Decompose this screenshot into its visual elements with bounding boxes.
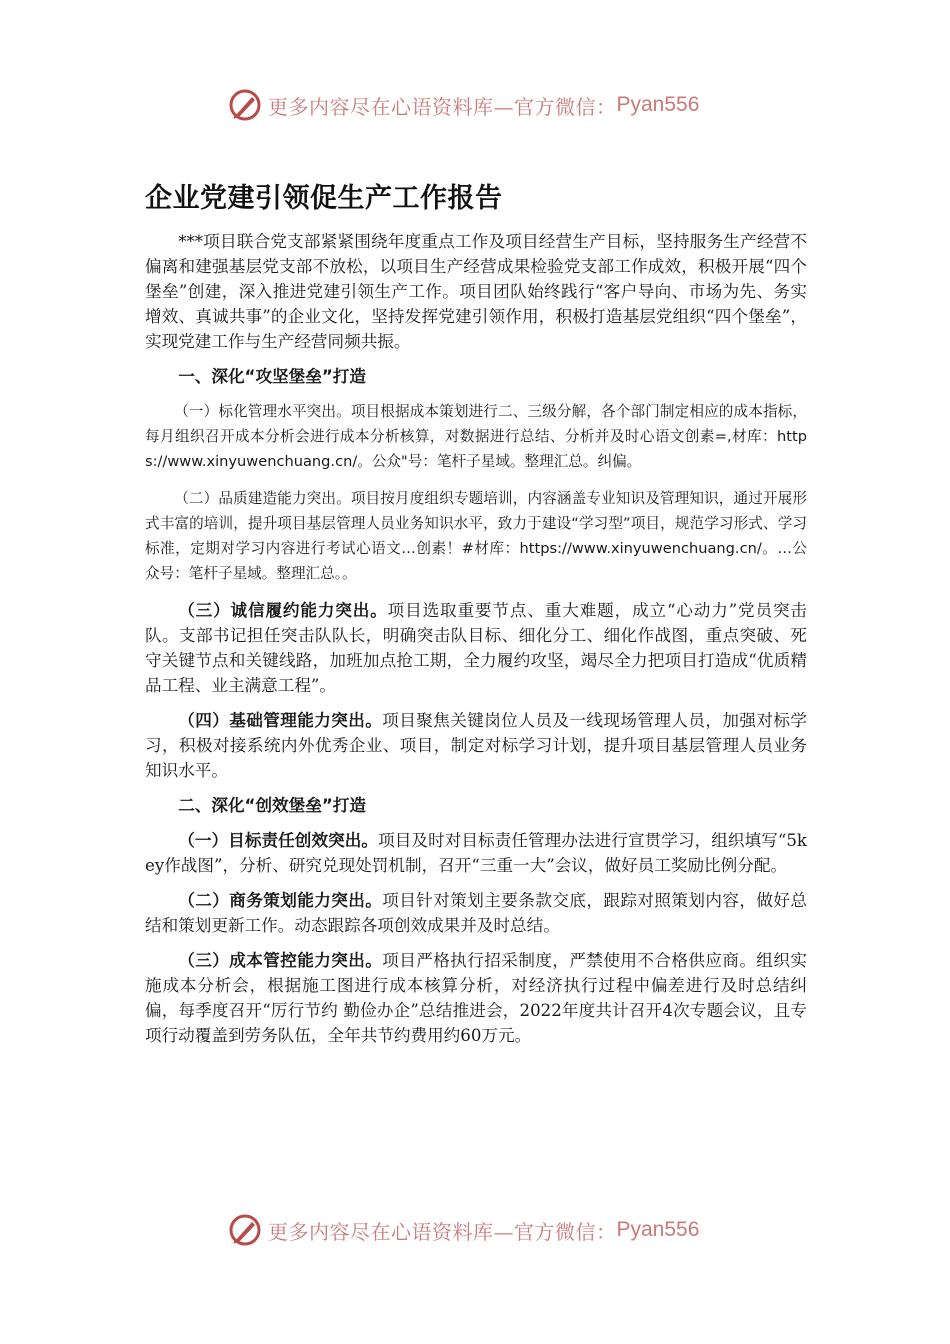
paragraph-lead: （四）基础管理能力突出。 [178, 711, 383, 730]
banner-wechat-id: Pyan556 [616, 1218, 700, 1241]
paragraph-body: 项目及时对目标责任管理办法进行宣贯学习，组织填写“5key作战图”，分析、研究兑现处罚机制，召开“三重一大”会议，做好员工奖励比例分配。 [145, 831, 807, 875]
document-title: 企业党建引领促生产工作报告 [145, 183, 503, 214]
section1-paragraph-2: （二）品质建造能力突出。项目按月度组织专题培训，内容涵盖专业知识及管理知识，通过开展形式丰富的培训，提升项目基层管理人员业务知识水平，致力于建设“学习型”项目，规范学习形式、学习标准，定期对学习内容进行考试心语文…创素！#材库：https://www.xinyuwenchuang.cn/。…公众号：笔杆子星域。整理汇总。。 [145, 490, 807, 582]
banner-text: 更多内容尽在心语资料库—官方微信： [268, 94, 617, 119]
section2-paragraph-2 [145, 888, 807, 938]
quill-logo-icon [228, 88, 262, 122]
document-body [145, 229, 807, 1058]
banner-wechat-id: Pyan556 [616, 93, 700, 116]
section1-paragraph-3 [145, 598, 807, 698]
paragraph-lead: （三）成本管控能力突出。 [178, 951, 383, 970]
quill-logo-icon [228, 1213, 262, 1247]
section2-paragraph-1 [145, 828, 807, 878]
section-heading-2: 二、深化“创效堡垒”打造 [178, 796, 366, 815]
footer-banner [228, 1208, 748, 1252]
paragraph-body: 项目针对策划主要条款交底，跟踪对照策划内容，做好总结和策划更新工作。动态跟踪各项创效成果并及时总结。 [145, 891, 808, 935]
section1-paragraph-1: （一）标化管理水平突出。项目根据成本策划进行二、三级分解，各个部门制定相应的成本指标，每月组织召开成本分析会进行成本分析核算，对数据进行总结、分析并及时心语文创素=,材库：https://www.xinyuwenchuang.cn/。公众"号：笔杆子星域。整理汇总。纠偏。 [145, 403, 807, 470]
paragraph-body: 项目严格执行招采制度，严禁使用不合格供应商。组织实施成本分析会，根据施工图进行成本核算分析，对经济执行过程中偏差进行及时总结纠偏，每季度召开“厉行节约 勤俭办企”总结推进会，2022年度共计召开4次专题会议，且专项行动覆盖到劳务队伍，全年共节约费用约60万元。 [145, 951, 808, 1045]
paragraph-body: 项目聚焦关键岗位人员及一线现场管理人员，加强对标学习，积极对接系统内外优秀企业、项目，制定对标学习计划，提升项目基层管理人员业务知识水平。 [145, 711, 808, 780]
section-heading-1: 一、深化“攻坚堡垒”打造 [178, 367, 366, 386]
paragraph-lead: （一）目标责任创效突出。 [178, 831, 379, 850]
paragraph-lead: （二）商务策划能力突出。 [178, 891, 383, 910]
paragraph-lead: （三）诚信履约能力突出。 [178, 601, 388, 620]
intro-paragraph: ***项目联合党支部紧紧围绕年度重点工作及项目经营生产目标，坚持服务生产经营不偏离和建强基层党支部不放松，以项目生产经营成果检验党支部工作成效，积极开展“四个堡垒”创建，深入推进党建引领生产工作。项目团队始终践行“客户导向、市场为先、务实增效、真诚共事”的企业文化，坚持发挥党建引领作用，积极打造基层党组织“四个堡垒”，实现党建工作与生产经营同频共振。 [145, 232, 807, 351]
paragraph-body: 项目选取重要节点、重大难题，成立“心动力”党员突击队。支部书记担任突击队队长，明确突击队目标、细化分工、细化作战图，重点突破、死守关键节点和关键线路，加班加点抢工期，全力履约攻坚，竭尽全力把项目打造成“优质精品工程、业主满意工程”。 [145, 601, 808, 695]
banner-text: 更多内容尽在心语资料库—官方微信： [268, 1219, 617, 1244]
header-banner [228, 83, 748, 127]
section1-paragraph-4 [145, 708, 807, 783]
section2-paragraph-3 [145, 948, 807, 1048]
